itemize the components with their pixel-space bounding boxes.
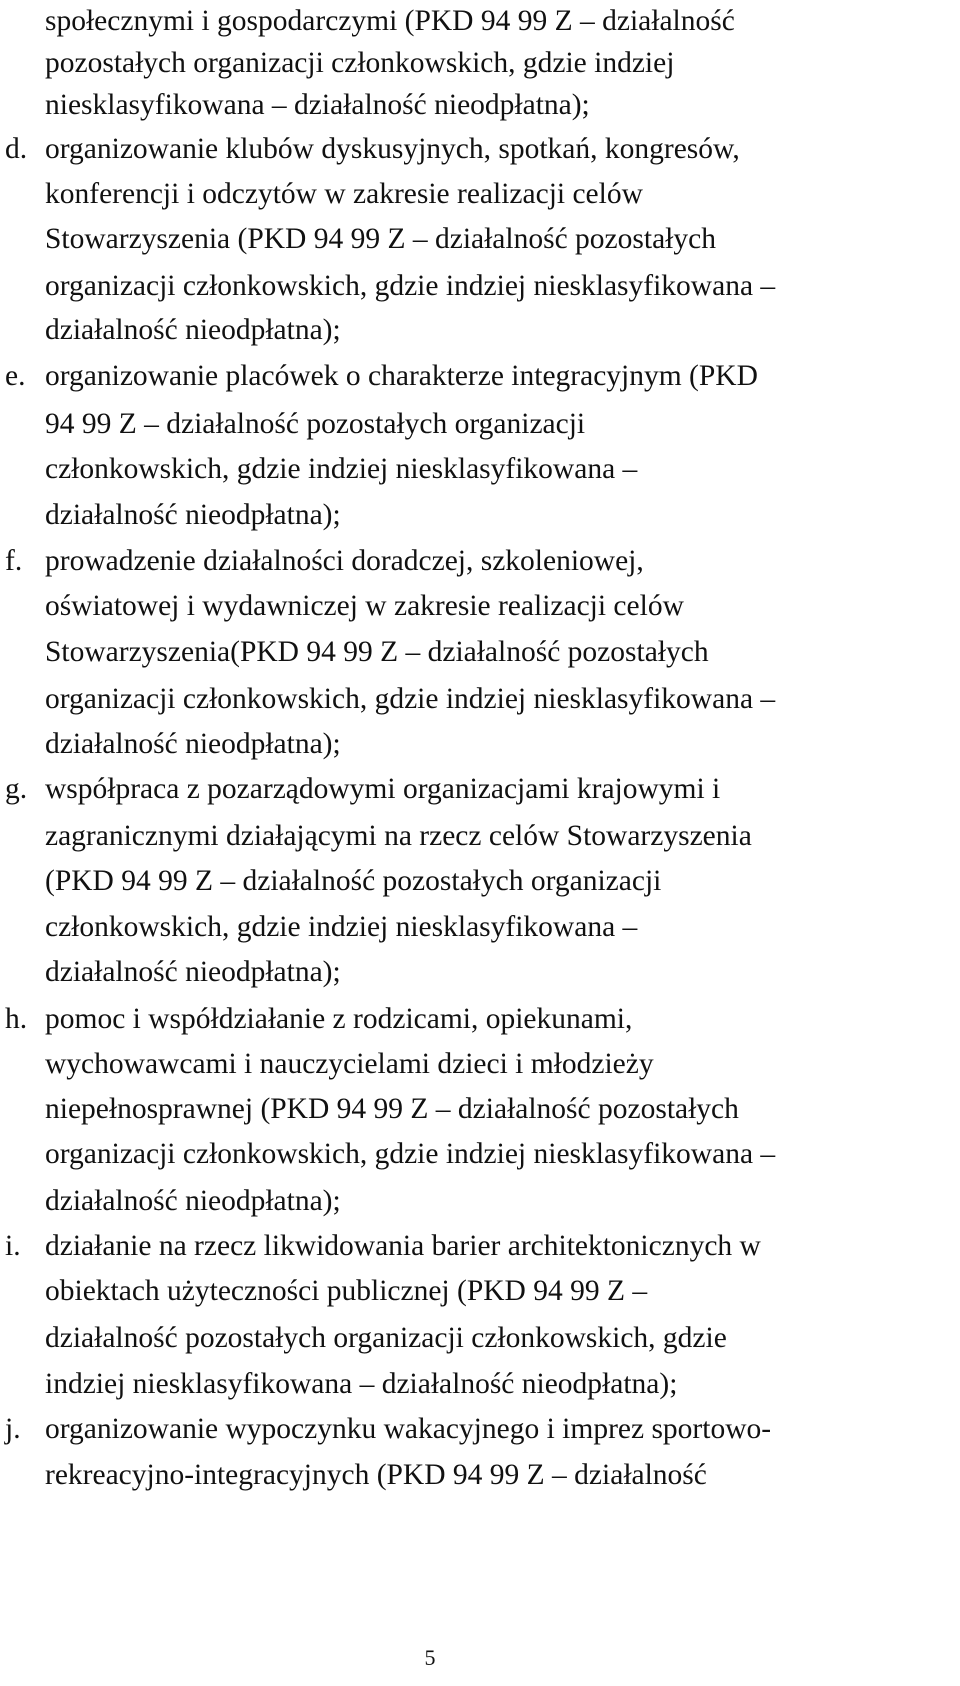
line-text: zagranicznymi działającymi na rzecz celów Stowarzyszenia	[45, 820, 752, 852]
line-text: konferencji i odczytów w zakresie realizacji celów	[45, 178, 643, 210]
line-text: działanie na rzecz likwidowania barier architektonicznych w	[45, 1230, 761, 1262]
line-text: (PKD 94 99 Z – działalność pozostałych organizacji	[45, 865, 662, 897]
list-item-line	[0, 628, 960, 676]
line-text: członkowskich, gdzie indziej niesklasyfikowana –	[45, 453, 638, 485]
list-item-line	[0, 1177, 960, 1225]
list-item-line	[0, 675, 960, 723]
list-item-j	[0, 1405, 960, 1453]
line-text: działalność nieodpłatna);	[45, 956, 341, 988]
line-text: organizacji członkowskich, gdzie indziej niesklasyfikowana –	[45, 683, 776, 715]
line-text: działalność pozostałych organizacji członkowskich, gdzie	[45, 1322, 727, 1354]
list-item-line	[0, 1360, 960, 1408]
line-text: wychowawcami i nauczycielami dzieci i młodzieży	[45, 1048, 654, 1080]
continuation-line	[0, 39, 960, 87]
list-item-line	[0, 170, 960, 218]
list-item-line	[0, 582, 960, 630]
line-text: pomoc i współdziałanie z rodzicami, opiekunami,	[45, 1003, 633, 1035]
list-item-line	[0, 1040, 960, 1088]
list-item-g	[0, 765, 960, 813]
list-item-line	[0, 215, 960, 263]
list-item-line	[0, 1267, 960, 1315]
line-text: indziej niesklasyfikowana – działalność nieodpłatna);	[45, 1368, 678, 1400]
list-item-d	[0, 125, 960, 173]
line-text: organizowanie placówek o charakterze integracyjnym (PKD	[45, 360, 758, 392]
line-text: współpraca z pozarządowymi organizacjami krajowymi i	[45, 773, 721, 805]
list-item-line	[0, 1451, 960, 1499]
line-text: oświatowej i wydawniczej w zakresie realizacji celów	[45, 590, 684, 622]
line-text: działalność nieodpłatna);	[45, 499, 341, 531]
list-item-line	[0, 491, 960, 539]
line-text: członkowskich, gdzie indziej niesklasyfikowana –	[45, 911, 638, 943]
list-item-line	[0, 720, 960, 768]
line-text: pozostałych organizacji członkowskich, gdzie indziej	[45, 47, 675, 79]
line-text: rekreacyjno-integracyjnych (PKD 94 99 Z – działalność	[45, 1459, 707, 1491]
list-item-i	[0, 1222, 960, 1270]
list-marker: g.	[5, 773, 28, 805]
list-item-h	[0, 995, 960, 1043]
list-item-f	[0, 537, 960, 585]
page-number: 5	[424, 1645, 436, 1670]
continuation-line	[0, 81, 960, 129]
list-item-line	[0, 857, 960, 905]
list-marker: h.	[5, 1003, 28, 1035]
line-text: organizacji członkowskich, gdzie indziej niesklasyfikowana –	[45, 1138, 776, 1170]
line-text: Stowarzyszenia (PKD 94 99 Z – działalność pozostałych	[45, 223, 716, 255]
list-item-line	[0, 306, 960, 354]
list-item-line	[0, 903, 960, 951]
list-marker: j.	[5, 1413, 21, 1445]
line-text: organizowanie klubów dyskusyjnych, spotkań, kongresów,	[45, 133, 740, 165]
list-item-line	[0, 1314, 960, 1362]
list-marker: f.	[5, 545, 23, 577]
line-text: Stowarzyszenia(PKD 94 99 Z – działalność pozostałych	[45, 636, 709, 668]
line-text: społecznymi i gospodarczymi (PKD 94 99 Z – działalność	[45, 5, 735, 37]
list-marker: d.	[5, 133, 28, 165]
list-item-line	[0, 445, 960, 493]
line-text: niepełnosprawnej (PKD 94 99 Z – działalność pozostałych	[45, 1093, 739, 1125]
line-text: działalność nieodpłatna);	[45, 1185, 341, 1217]
list-marker: e.	[5, 360, 26, 392]
list-item-line	[0, 812, 960, 860]
line-text: prowadzenie działalności doradczej, szkoleniowej,	[45, 545, 644, 577]
list-marker: i.	[5, 1230, 21, 1262]
line-text: działalność nieodpłatna);	[45, 314, 341, 346]
line-text: niesklasyfikowana – działalność nieodpłatna);	[45, 89, 590, 121]
list-item-e	[0, 352, 960, 400]
list-item-line	[0, 262, 960, 310]
list-item-line	[0, 400, 960, 448]
list-item-line	[0, 948, 960, 996]
line-text: działalność nieodpłatna);	[45, 728, 341, 760]
list-item-line	[0, 1130, 960, 1178]
line-text: organizowanie wypoczynku wakacyjnego i imprez sportowo-	[45, 1413, 772, 1445]
line-text: organizacji członkowskich, gdzie indziej niesklasyfikowana –	[45, 270, 776, 302]
line-text: obiektach użyteczności publicznej (PKD 94 99 Z –	[45, 1275, 648, 1307]
list-item-line	[0, 1085, 960, 1133]
line-text: 94 99 Z – działalność pozostałych organizacji	[45, 408, 586, 440]
